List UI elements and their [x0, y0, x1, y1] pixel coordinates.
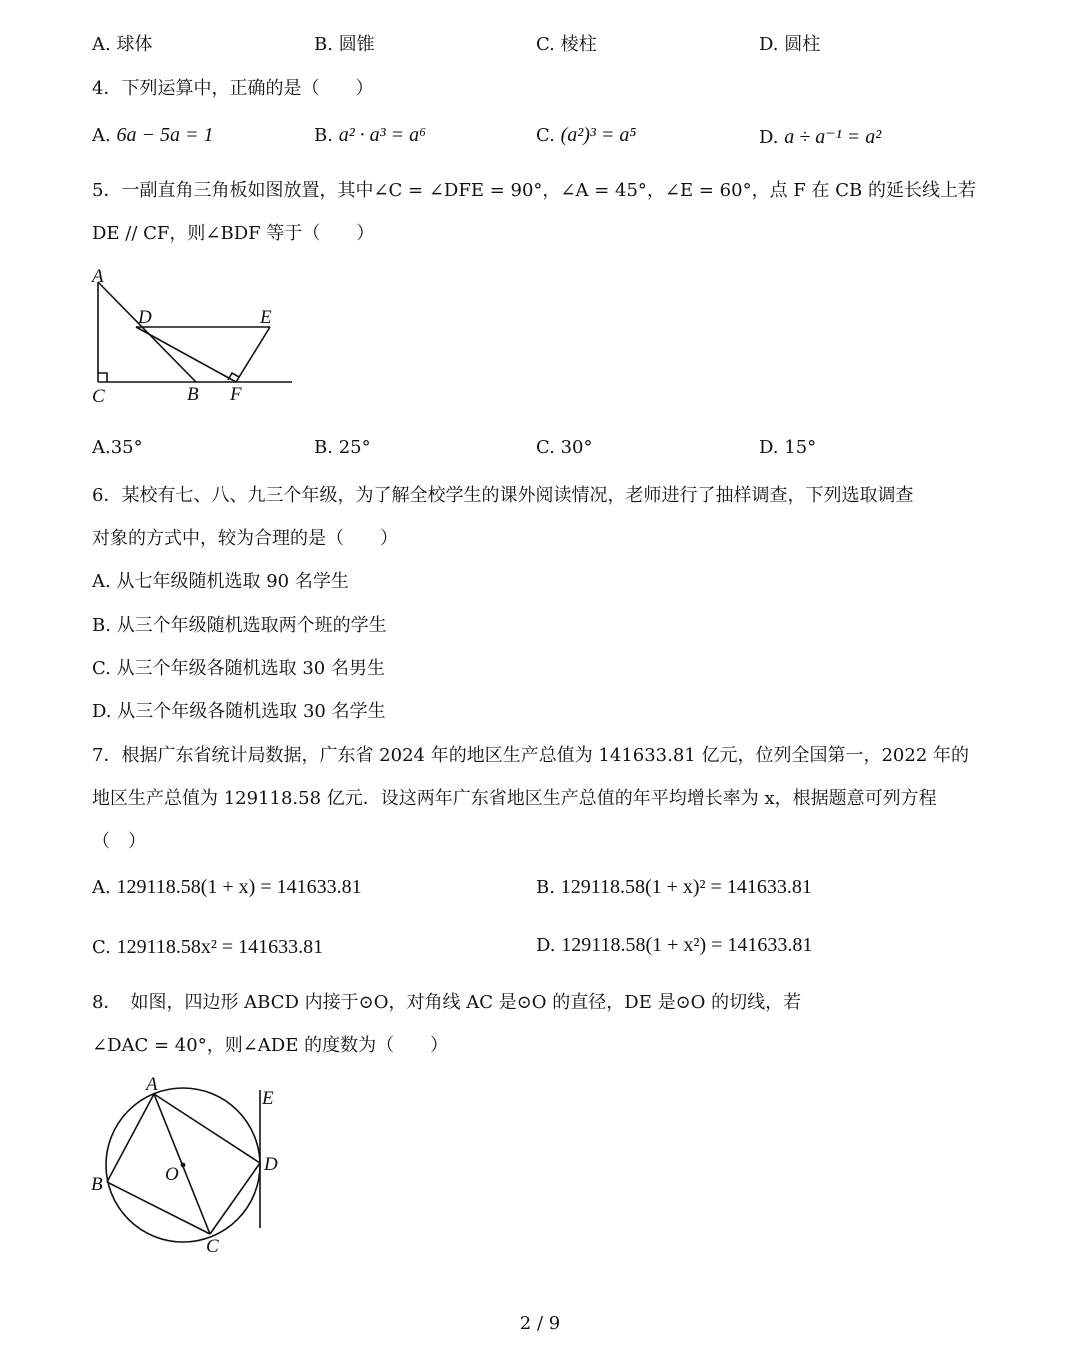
q5-stem-line2: DE // CF，则∠BDF 等于（ ） [92, 223, 375, 244]
q7-option-c: C. 129118.58x² = 141633.81 [92, 936, 324, 958]
q8-label-a: A [146, 1074, 158, 1095]
q3-option-c: C. 棱柱 [536, 34, 597, 55]
q8-stem-line1: 8． 如图，四边形 ABCD 内接于⊙O，对角线 AC 是⊙O 的直径，DE 是⊙O 的切线，若 [92, 992, 802, 1013]
q8-label-e: E [262, 1088, 274, 1109]
q6-option-d: D. 从三个年级各随机选取 30 名学生 [92, 701, 386, 722]
q5-label-c: C [92, 386, 105, 407]
q7-option-b: B. 129118.58(1 + x)² = 141633.81 [536, 876, 812, 898]
q5-label-e: E [260, 307, 272, 328]
q4-stem: 4．下列运算中，正确的是（ ） [92, 78, 374, 99]
q3-option-d: D. 圆柱 [759, 34, 821, 55]
q4-option-b: B. a² · a³ = a⁶ [314, 124, 427, 146]
q8-stem-line2: ∠DAC = 40°，则∠ADE 的度数为（ ） [92, 1035, 449, 1056]
q5-triangle-figure [80, 260, 310, 410]
q5-stem-line1: 5．一副直角三角板如图放置，其中∠C = ∠DFE = 90°，∠A = 45°，∠E = 60°，点 F 在 CB 的延长线上若 [92, 180, 976, 201]
q4-option-c: C. (a²)³ = a⁵ [536, 124, 637, 146]
q3-option-b: B. 圆锥 [314, 34, 375, 55]
q6-option-c: C. 从三个年级各随机选取 30 名男生 [92, 658, 385, 679]
q6-stem-line1: 6．某校有七、八、九三个年级，为了解全校学生的课外阅读情况，老师进行了抽样调查，下列选取调查 [92, 485, 914, 506]
q8-label-d: D [264, 1154, 278, 1175]
q5-label-b: B [187, 384, 199, 405]
q7-option-d: D. 129118.58(1 + x²) = 141633.81 [536, 934, 813, 956]
q5-label-a: A [92, 266, 104, 287]
q7-stem-line2: 地区生产总值为 129118.58 亿元．设这两年广东省地区生产总值的年平均增长率为 x，根据题意可列方程 [92, 788, 937, 809]
q8-label-o: O [165, 1164, 179, 1185]
q8-circle-figure [82, 1070, 292, 1260]
q5-option-d: D. 15° [759, 437, 817, 458]
q5-label-f: F [230, 384, 242, 405]
page-number: 2 / 9 [519, 1313, 561, 1334]
q4-option-a: A. 6a − 5a = 1 [92, 124, 214, 146]
q8-label-b: B [91, 1174, 103, 1195]
q7-stem-line1: 7．根据广东省统计局数据，广东省 2024 年的地区生产总值为 141633.81 亿元，位列全国第一，2022 年的 [92, 745, 970, 766]
q4-option-d: D. a ÷ a⁻¹ = a² [759, 126, 882, 148]
q5-option-b: B. 25° [314, 437, 371, 458]
q3-option-a: A. 球体 [92, 34, 153, 55]
q6-option-a: A. 从七年级随机选取 90 名学生 [92, 571, 349, 592]
q7-option-a: A. 129118.58(1 + x) = 141633.81 [92, 876, 362, 898]
q5-option-a: A.35° [92, 437, 143, 458]
q7-stem-line3: （ ） [92, 831, 146, 852]
q6-stem-line2: 对象的方式中，较为合理的是（ ） [92, 528, 398, 549]
q6-option-b: B. 从三个年级随机选取两个班的学生 [92, 615, 387, 636]
q5-label-d: D [138, 307, 152, 328]
q8-label-c: C [206, 1236, 219, 1257]
q5-option-c: C. 30° [536, 437, 593, 458]
